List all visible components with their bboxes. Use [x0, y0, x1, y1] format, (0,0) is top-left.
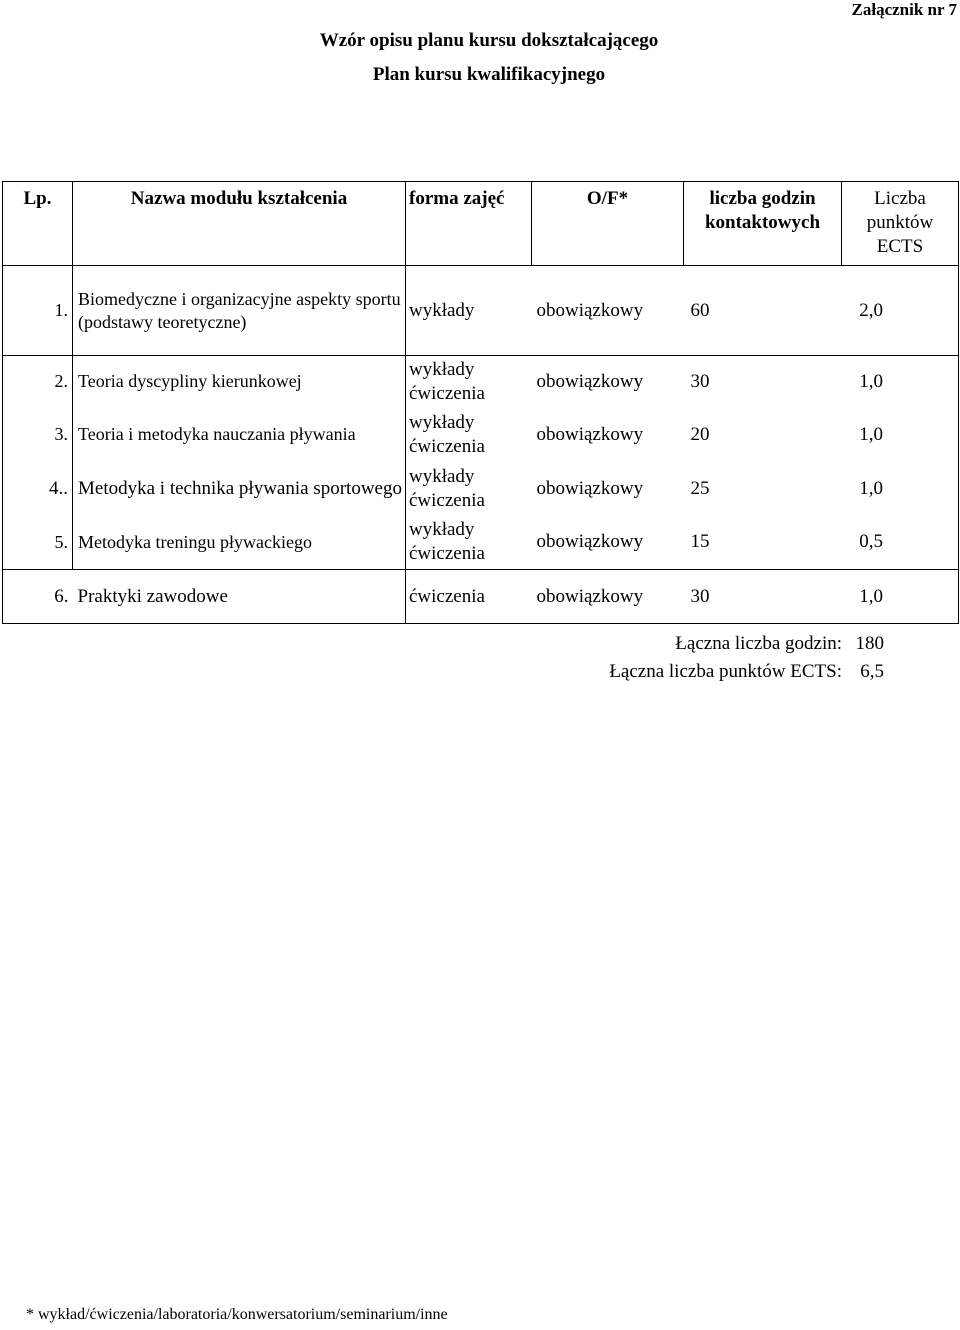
row-lp: 3. [3, 408, 73, 462]
row-ects: 1,0 [842, 356, 959, 408]
row-module-name: Teoria dyscypliny kierunkowej [73, 356, 406, 408]
table-row [3, 516, 959, 570]
row-hours: 30 [684, 570, 842, 624]
annex-label: Załącznik nr 7 [851, 0, 957, 19]
row-hours: 60 [684, 266, 842, 356]
row-module-name: Teoria i metodyka nauczania pływania [73, 408, 406, 462]
row-form: wykłady ćwiczenia [406, 356, 532, 408]
document-subtitle: Plan kursu kwalifikacyjnego [372, 64, 606, 85]
row-module-name: Praktyki zawodowe [73, 570, 406, 624]
table-header-row [3, 182, 959, 266]
table-row [3, 570, 959, 624]
total-ects-row [609, 658, 884, 686]
header-contact-hours: liczba godzin kontaktowych [684, 182, 842, 266]
row-module-name: Metodyka i technika pływania sportowego [73, 462, 406, 516]
row-hours: 20 [690, 423, 710, 445]
document-title: Wzór opisu planu kursu dokształcającego [319, 30, 659, 51]
row-form: wykłady ćwiczenia [406, 462, 532, 516]
row-lp: 6. [3, 570, 73, 624]
row-form: wykłady [406, 266, 532, 356]
row-of: obowiązkowy [536, 477, 644, 499]
header-of: O/F* [532, 182, 684, 266]
total-hours-label: Łączna liczba godzin: [675, 633, 842, 654]
row-lp: 1. [3, 266, 73, 356]
row-lp: 4.. [3, 462, 73, 516]
row-form: wykłady ćwiczenia [406, 516, 532, 570]
table-row [3, 266, 959, 356]
table-row [3, 408, 959, 462]
row-hours: 25 [690, 477, 710, 499]
row-ects: 1,0 [842, 570, 959, 624]
total-ects-label: Łączna liczba punktów ECTS: [609, 661, 842, 682]
row-of: obowiązkowy [532, 356, 684, 408]
row-of: obowiązkowy [532, 266, 684, 356]
footnote: * wykład/ćwiczenia/laboratoria/konwersatorium/seminarium/inne [26, 1306, 448, 1323]
table-row [3, 356, 959, 408]
row-lp: 5. [3, 516, 73, 570]
course-plan-table [2, 181, 959, 624]
row-ects: 1,0 [842, 408, 959, 462]
row-module-name: Biomedyczne i organizacyjne aspekty sportu (podstawy teoretyczne) [73, 266, 406, 356]
row-lp: 2. [3, 356, 73, 408]
row-of: obowiązkowy [536, 423, 644, 445]
total-hours-row [609, 630, 884, 658]
row-hours: 30 [684, 356, 842, 408]
row-of: obowiązkowy [532, 570, 684, 624]
row-form: ćwiczenia [406, 570, 532, 624]
header-form: forma zajęć [406, 182, 532, 266]
total-hours-value: 180 [855, 633, 884, 654]
row-module-name: Metodyka treningu pływackiego [73, 516, 406, 570]
row-ects: 0,5 [842, 516, 959, 570]
row-of: obowiązkowy [532, 516, 684, 570]
table-row [3, 462, 959, 516]
row-form: wykłady ćwiczenia [406, 408, 532, 462]
row-ects: 1,0 [842, 462, 959, 516]
header-lp: Lp. [3, 182, 73, 266]
header-module-name: Nazwa modułu kształcenia [73, 182, 406, 266]
totals-block [609, 630, 884, 686]
row-ects: 2,0 [842, 266, 959, 356]
row-hours: 15 [684, 516, 842, 570]
header-ects: Liczba punktów ECTS [842, 182, 959, 266]
total-ects-value: 6,5 [860, 661, 884, 682]
